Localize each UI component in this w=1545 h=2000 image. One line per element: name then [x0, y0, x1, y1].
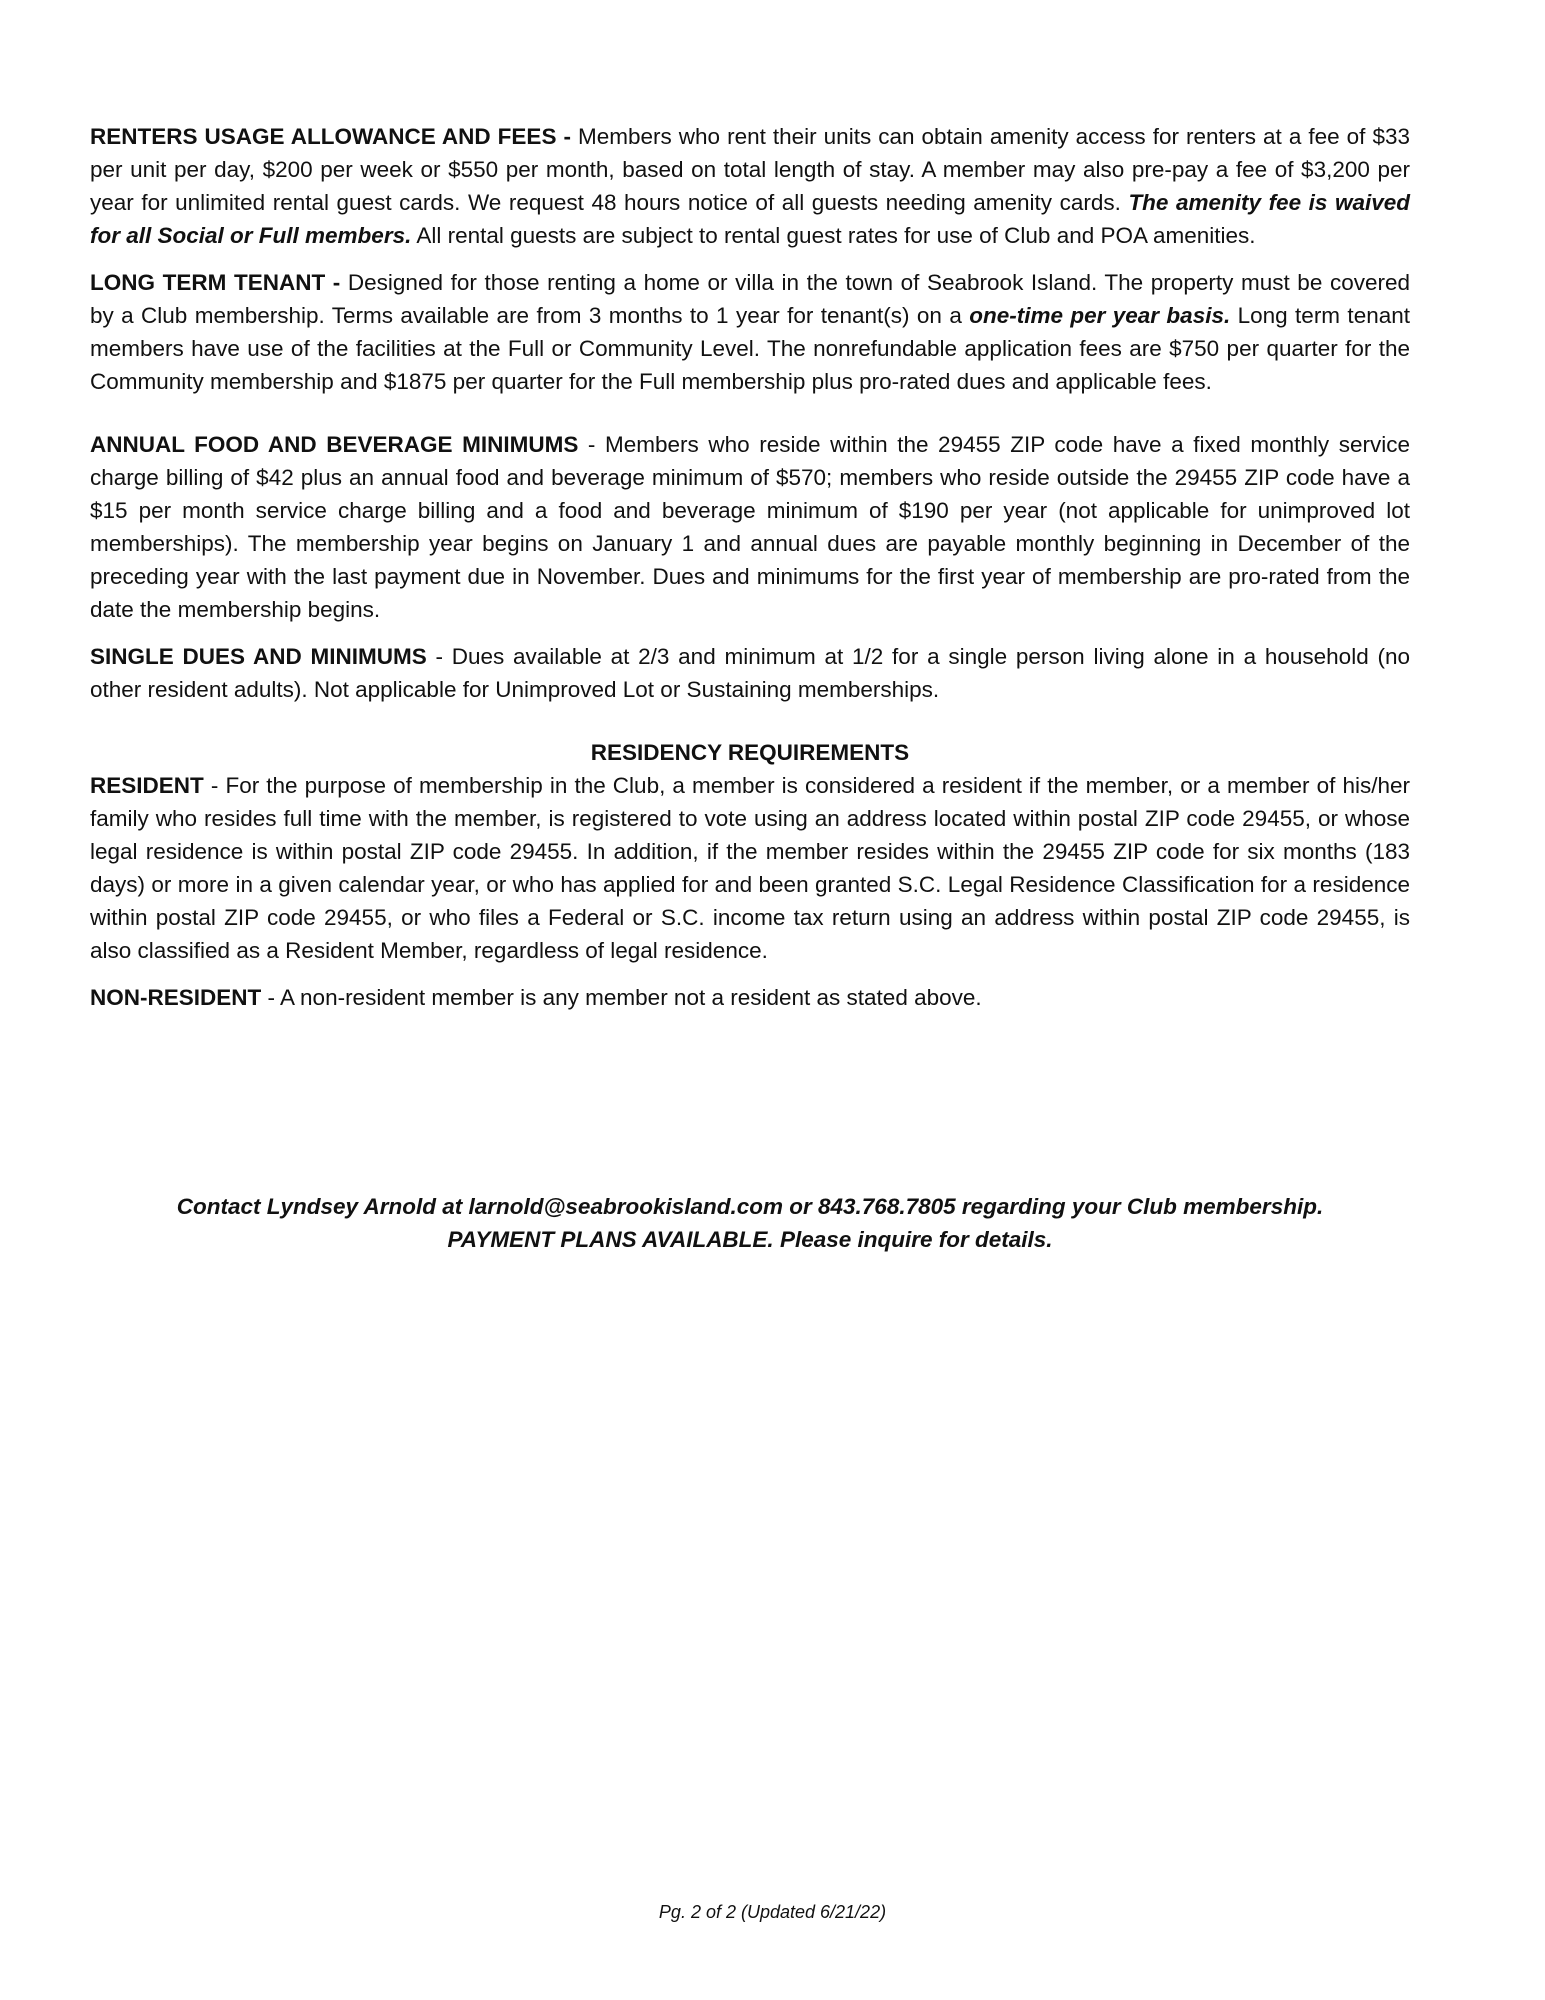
renters-paragraph [90, 120, 1410, 252]
single-dues-paragraph [90, 640, 1410, 706]
renters-heading: RENTERS USAGE ALLOWANCE AND FEES - [90, 124, 571, 149]
long-term-text-1: Designed for those renting a home or villa in the town of Seabrook Island. The property must be covered by a Club membership. Terms available are from 3 months to 1 year for tenant(s) on a [90, 270, 1410, 328]
residency-section-title: RESIDENCY REQUIREMENTS [590, 740, 910, 765]
page-footer: Pg. 2 of 2 (Updated 6/21/22) [658, 1902, 887, 1922]
resident-heading: RESIDENT [90, 773, 204, 798]
contact-block [90, 1190, 1410, 1256]
resident-text: - For the purpose of membership in the Club, a member is considered a resident if the member, or a member of his/her family who resides full time with the member, is registered to vote using an address located within postal ZIP code 29455, or whose legal residence is within postal ZIP code 29455. In addition, if the member resides within the 29455 ZIP code for six months (183 days) or more in a given calendar year, or who has applied for and been granted S.C. Legal Residence Classification for a residence within postal ZIP code 29455, or who files a Federal or S.C. income tax return using an address within postal ZIP code 29455, is also classified as a Resident Member, regardless of legal residence. [90, 773, 1410, 963]
long-term-emphasis: one-time per year basis. [969, 303, 1231, 328]
contact-line: Contact Lyndsey Arnold at larnold@seabrookisland.com or 843.768.7805 regarding your Club membership. [176, 1194, 1324, 1219]
non-resident-paragraph [90, 981, 1410, 1014]
resident-paragraph [90, 769, 1410, 967]
long-term-heading: LONG TERM TENANT - [90, 270, 341, 295]
single-text: - Dues available at 2/3 and minimum at 1/2 for a single person living alone in a household (no other resident adults). Not applicable for Unimproved Lot or Sustaining memberships. [90, 644, 1410, 702]
long-term-tenant-paragraph [90, 266, 1410, 398]
document-body [90, 120, 1410, 1014]
annual-text: - Members who reside within the 29455 ZIP code have a fixed monthly service charge billing of $42 plus an annual food and beverage minimum of $570; members who reside outside the 29455 ZIP code have a $15 per month service charge billing and a food and beverage minimum of $190 per year (not applicable for unimproved lot memberships). The membership year begins on January 1 and annual dues are payable monthly beginning in December of the preceding year with the last payment due in November. Dues and minimums for the first year of membership are pro-rated from the date the membership begins. [90, 432, 1410, 622]
renters-text-1: Members who rent their units can obtain amenity access for renters at a fee of $33 per unit per day, $200 per week or $550 per month, based on total length of stay. A member may also pre-pay a fee of $3,200 per year for unlimited rental guest cards. We request 48 hours notice of all guests needing amenity cards. [90, 124, 1410, 215]
long-term-text-2: Long term tenant members have use of the facilities at the Full or Community Level. The nonrefundable application fees are $750 per quarter for the Community membership and $1875 per quarter for the Full membership plus pro-rated dues and applicable fees. [90, 303, 1410, 394]
renters-emphasis: The amenity fee is waived for all Social or Full members. [90, 190, 1410, 248]
non-resident-text: - A non-resident member is any member not a resident as stated above. [261, 985, 982, 1010]
single-heading: SINGLE DUES AND MINIMUMS [90, 644, 427, 669]
non-resident-heading: NON-RESIDENT [90, 985, 262, 1010]
payment-plans-line: PAYMENT PLANS AVAILABLE. Please inquire for details. [447, 1227, 1053, 1252]
renters-text-2: All rental guests are subject to rental guest rates for use of Club and POA amenities. [411, 223, 1256, 248]
annual-heading: ANNUAL FOOD AND BEVERAGE MINIMUMS [90, 432, 579, 457]
annual-minimums-paragraph [90, 428, 1410, 626]
